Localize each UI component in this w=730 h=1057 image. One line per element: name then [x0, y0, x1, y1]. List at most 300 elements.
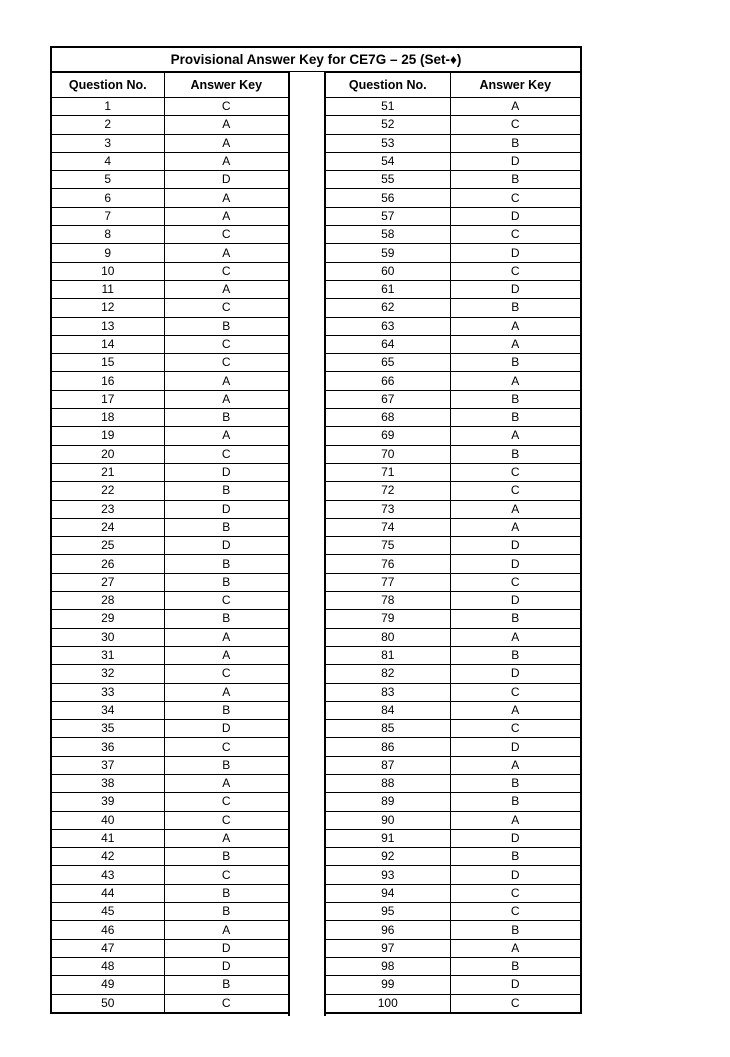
table-row — [326, 262, 580, 280]
answer-key-cell: B — [450, 299, 580, 317]
answer-key-cell: B — [164, 573, 288, 591]
question-number-cell: 19 — [52, 427, 164, 445]
table-row — [52, 463, 288, 481]
question-number-cell: 66 — [326, 372, 450, 390]
table-row — [326, 957, 580, 975]
answer-key-cell: B — [450, 171, 580, 189]
question-number-cell: 90 — [326, 811, 450, 829]
question-number-cell: 64 — [326, 335, 450, 353]
answer-key-cell: B — [450, 793, 580, 811]
table-row — [52, 646, 288, 664]
table-row — [52, 116, 288, 134]
question-number-cell: 31 — [52, 646, 164, 664]
question-number-cell: 99 — [326, 976, 450, 994]
question-number-cell: 57 — [326, 207, 450, 225]
answer-key-cell: D — [450, 738, 580, 756]
question-number-cell: 86 — [326, 738, 450, 756]
question-number-cell: 83 — [326, 683, 450, 701]
answer-key-cell: C — [450, 720, 580, 738]
table-row — [326, 628, 580, 646]
table-row — [52, 98, 288, 116]
table-row — [52, 848, 288, 866]
table-row — [326, 683, 580, 701]
question-number-cell: 46 — [52, 921, 164, 939]
table-row — [52, 500, 288, 518]
question-number-cell: 42 — [52, 848, 164, 866]
answer-key-cell: D — [450, 280, 580, 298]
answer-key-cell: C — [450, 573, 580, 591]
table-header-row — [326, 73, 580, 98]
column-header-question: Question No. — [326, 73, 450, 98]
answer-key-cell: A — [164, 207, 288, 225]
question-number-cell: 21 — [52, 463, 164, 481]
question-number-cell: 6 — [52, 189, 164, 207]
question-number-cell: 39 — [52, 793, 164, 811]
answer-key-cell: C — [450, 994, 580, 1012]
answer-key-cell: B — [164, 756, 288, 774]
column-header-question: Question No. — [52, 73, 164, 98]
table-row — [326, 244, 580, 262]
question-number-cell: 82 — [326, 665, 450, 683]
question-number-cell: 54 — [326, 152, 450, 170]
answer-key-cell: C — [164, 994, 288, 1012]
question-number-cell: 51 — [326, 98, 450, 116]
table-row — [326, 903, 580, 921]
question-number-cell: 77 — [326, 573, 450, 591]
question-number-cell: 52 — [326, 116, 450, 134]
question-number-cell: 37 — [52, 756, 164, 774]
table-row — [326, 829, 580, 847]
table-row — [326, 939, 580, 957]
answer-key-cell: D — [164, 939, 288, 957]
answer-key-cell: C — [164, 445, 288, 463]
question-number-cell: 84 — [326, 701, 450, 719]
answer-key-cell: C — [450, 903, 580, 921]
table-row — [326, 701, 580, 719]
answer-key-cell: A — [450, 317, 580, 335]
table-row — [326, 207, 580, 225]
table-row — [52, 207, 288, 225]
question-number-cell: 3 — [52, 134, 164, 152]
question-number-cell: 41 — [52, 829, 164, 847]
answer-key-cell: A — [164, 152, 288, 170]
table-row — [52, 683, 288, 701]
answer-key-cell: A — [450, 628, 580, 646]
answer-key-cell: C — [164, 811, 288, 829]
answer-key-cell: A — [164, 646, 288, 664]
answer-key-cell: A — [164, 280, 288, 298]
question-number-cell: 72 — [326, 482, 450, 500]
table-row — [52, 592, 288, 610]
answer-key-cell: A — [450, 756, 580, 774]
answer-key-cell: A — [164, 683, 288, 701]
table-row — [52, 701, 288, 719]
answer-key-cell: D — [450, 829, 580, 847]
table-row — [326, 738, 580, 756]
answer-key-cell: D — [164, 720, 288, 738]
answer-key-cell: B — [164, 610, 288, 628]
table-row — [326, 482, 580, 500]
question-number-cell: 95 — [326, 903, 450, 921]
question-number-cell: 24 — [52, 518, 164, 536]
answer-key-cell: A — [450, 701, 580, 719]
page-title: Provisional Answer Key for CE7G – 25 (Set-♦) — [52, 48, 580, 72]
table-row — [52, 774, 288, 792]
table-row — [52, 976, 288, 994]
answer-key-cell: B — [164, 884, 288, 902]
table-row — [52, 335, 288, 353]
question-number-cell: 75 — [326, 537, 450, 555]
answer-key-cell: A — [450, 427, 580, 445]
answer-key-cell: C — [450, 683, 580, 701]
table-row — [326, 134, 580, 152]
answer-key-cell: D — [164, 957, 288, 975]
question-number-cell: 78 — [326, 592, 450, 610]
table-row — [326, 354, 580, 372]
question-number-cell: 25 — [52, 537, 164, 555]
answer-key-cell: C — [164, 98, 288, 116]
table-row — [52, 537, 288, 555]
table-row — [326, 646, 580, 664]
answer-key-cell: A — [164, 244, 288, 262]
question-number-cell: 35 — [52, 720, 164, 738]
answer-key-cell: C — [164, 738, 288, 756]
answer-key-cell: A — [164, 189, 288, 207]
table-row — [326, 500, 580, 518]
table-row — [52, 610, 288, 628]
answer-key-cell: D — [450, 152, 580, 170]
answer-key-cell: B — [164, 317, 288, 335]
answer-key-cell: B — [450, 445, 580, 463]
table-row — [326, 335, 580, 353]
question-number-cell: 20 — [52, 445, 164, 463]
question-number-cell: 26 — [52, 555, 164, 573]
table-row — [52, 903, 288, 921]
table-row — [326, 756, 580, 774]
table-row — [326, 848, 580, 866]
question-number-cell: 12 — [52, 299, 164, 317]
answer-key-cell: A — [450, 335, 580, 353]
question-number-cell: 33 — [52, 683, 164, 701]
answer-key-cell: A — [164, 427, 288, 445]
answer-key-cell: B — [450, 957, 580, 975]
table-row — [326, 372, 580, 390]
table-row — [326, 390, 580, 408]
table-row — [52, 884, 288, 902]
question-number-cell: 34 — [52, 701, 164, 719]
answer-key-cell: D — [164, 500, 288, 518]
question-number-cell: 71 — [326, 463, 450, 481]
answer-key-cell: A — [164, 628, 288, 646]
question-number-cell: 65 — [326, 354, 450, 372]
question-number-cell: 60 — [326, 262, 450, 280]
table-row — [326, 537, 580, 555]
table-row — [52, 280, 288, 298]
question-number-cell: 79 — [326, 610, 450, 628]
question-number-cell: 30 — [52, 628, 164, 646]
answer-key-cell: D — [164, 171, 288, 189]
answer-key-cell: B — [164, 848, 288, 866]
question-number-cell: 69 — [326, 427, 450, 445]
question-number-cell: 97 — [326, 939, 450, 957]
table-row — [52, 939, 288, 957]
answer-key-cell: D — [450, 244, 580, 262]
table-row — [326, 518, 580, 536]
table-row — [326, 463, 580, 481]
answer-key-cell: B — [450, 134, 580, 152]
table-row — [326, 866, 580, 884]
question-number-cell: 27 — [52, 573, 164, 591]
table-row — [52, 409, 288, 427]
table-row — [326, 921, 580, 939]
answer-key-cell: B — [450, 354, 580, 372]
question-number-cell: 87 — [326, 756, 450, 774]
answer-key-cell: C — [450, 262, 580, 280]
table-row — [52, 372, 288, 390]
question-number-cell: 16 — [52, 372, 164, 390]
table-row — [326, 299, 580, 317]
answer-key-sheet — [50, 46, 582, 1014]
answer-key-cell: C — [450, 189, 580, 207]
question-number-cell: 73 — [326, 500, 450, 518]
answer-key-cell: A — [164, 829, 288, 847]
question-number-cell: 11 — [52, 280, 164, 298]
table-row — [326, 317, 580, 335]
answer-key-cell: C — [450, 463, 580, 481]
question-number-cell: 36 — [52, 738, 164, 756]
question-number-cell: 96 — [326, 921, 450, 939]
table-row — [326, 116, 580, 134]
question-number-cell: 94 — [326, 884, 450, 902]
answer-key-cell: A — [164, 372, 288, 390]
answer-key-cell: D — [164, 537, 288, 555]
table-row — [52, 445, 288, 463]
question-number-cell: 61 — [326, 280, 450, 298]
question-number-cell: 23 — [52, 500, 164, 518]
question-number-cell: 92 — [326, 848, 450, 866]
answer-key-cell: C — [164, 335, 288, 353]
question-number-cell: 68 — [326, 409, 450, 427]
table-row — [326, 610, 580, 628]
table-row — [326, 280, 580, 298]
question-number-cell: 1 — [52, 98, 164, 116]
question-number-cell: 76 — [326, 555, 450, 573]
answer-key-cell: D — [450, 866, 580, 884]
question-number-cell: 22 — [52, 482, 164, 500]
question-number-cell: 13 — [52, 317, 164, 335]
question-number-cell: 56 — [326, 189, 450, 207]
table-row — [52, 994, 288, 1012]
answer-key-cell: B — [450, 610, 580, 628]
answer-key-cell: B — [164, 555, 288, 573]
table-row — [52, 829, 288, 847]
question-number-cell: 2 — [52, 116, 164, 134]
table-row — [52, 866, 288, 884]
answer-key-cell: B — [450, 646, 580, 664]
answer-key-table-left — [52, 72, 288, 1012]
answer-key-cell: A — [164, 774, 288, 792]
question-number-cell: 58 — [326, 226, 450, 244]
table-row — [326, 793, 580, 811]
answer-key-cell: D — [164, 463, 288, 481]
column-gap — [288, 72, 326, 1016]
table-row — [326, 409, 580, 427]
answer-key-cell: B — [164, 976, 288, 994]
table-row — [326, 720, 580, 738]
question-number-cell: 91 — [326, 829, 450, 847]
table-row — [326, 774, 580, 792]
question-number-cell: 40 — [52, 811, 164, 829]
answer-key-cell: B — [164, 701, 288, 719]
table-row — [52, 957, 288, 975]
table-row — [52, 390, 288, 408]
answer-key-cell: C — [164, 226, 288, 244]
question-number-cell: 15 — [52, 354, 164, 372]
answer-key-cell: A — [164, 921, 288, 939]
question-number-cell: 9 — [52, 244, 164, 262]
table-row — [52, 720, 288, 738]
answer-key-cell: C — [450, 226, 580, 244]
question-number-cell: 5 — [52, 171, 164, 189]
question-number-cell: 93 — [326, 866, 450, 884]
question-number-cell: 49 — [52, 976, 164, 994]
question-number-cell: 80 — [326, 628, 450, 646]
answer-key-cell: B — [450, 921, 580, 939]
question-number-cell: 85 — [326, 720, 450, 738]
table-row — [326, 811, 580, 829]
answer-key-cell: C — [164, 793, 288, 811]
table-row — [52, 573, 288, 591]
table-row — [52, 354, 288, 372]
table-row — [326, 189, 580, 207]
question-number-cell: 63 — [326, 317, 450, 335]
question-number-cell: 98 — [326, 957, 450, 975]
answer-key-cell: C — [164, 592, 288, 610]
question-number-cell: 43 — [52, 866, 164, 884]
table-row — [52, 152, 288, 170]
answer-key-cell: B — [164, 518, 288, 536]
question-number-cell: 28 — [52, 592, 164, 610]
table-row — [52, 555, 288, 573]
answer-key-cell: A — [164, 134, 288, 152]
table-header-row — [52, 73, 288, 98]
table-row — [52, 299, 288, 317]
question-number-cell: 14 — [52, 335, 164, 353]
table-row — [326, 152, 580, 170]
table-row — [52, 134, 288, 152]
question-number-cell: 8 — [52, 226, 164, 244]
answer-key-cell: B — [164, 903, 288, 921]
question-number-cell: 7 — [52, 207, 164, 225]
answer-key-cell: A — [450, 372, 580, 390]
answer-key-cell: C — [164, 262, 288, 280]
answer-key-cell: D — [450, 555, 580, 573]
question-number-cell: 47 — [52, 939, 164, 957]
question-number-cell: 81 — [326, 646, 450, 664]
table-row — [326, 171, 580, 189]
answer-key-cell: C — [450, 116, 580, 134]
answer-key-cell: C — [164, 866, 288, 884]
question-number-cell: 70 — [326, 445, 450, 463]
table-row — [52, 226, 288, 244]
table-body-right — [326, 98, 580, 1012]
table-row — [52, 262, 288, 280]
table-row — [52, 628, 288, 646]
table-row — [52, 756, 288, 774]
table-row — [326, 98, 580, 116]
answer-key-cell: A — [164, 390, 288, 408]
answer-key-cell: C — [450, 482, 580, 500]
table-row — [52, 482, 288, 500]
question-number-cell: 32 — [52, 665, 164, 683]
table-body-left — [52, 98, 288, 1012]
answer-key-cell: B — [450, 409, 580, 427]
question-number-cell: 48 — [52, 957, 164, 975]
answer-key-cell: A — [450, 98, 580, 116]
table-row — [326, 994, 580, 1012]
question-number-cell: 17 — [52, 390, 164, 408]
table-row — [52, 171, 288, 189]
answer-key-cell: D — [450, 207, 580, 225]
answer-key-cell: C — [164, 299, 288, 317]
answer-key-cell: B — [450, 774, 580, 792]
question-number-cell: 18 — [52, 409, 164, 427]
table-row — [326, 665, 580, 683]
question-number-cell: 62 — [326, 299, 450, 317]
answer-key-cell: B — [164, 409, 288, 427]
answer-key-table-right — [326, 72, 580, 1012]
question-number-cell: 67 — [326, 390, 450, 408]
table-row — [326, 427, 580, 445]
question-number-cell: 55 — [326, 171, 450, 189]
table-row — [52, 518, 288, 536]
answer-key-cell: A — [450, 518, 580, 536]
column-header-answer: Answer Key — [164, 73, 288, 98]
table-row — [326, 573, 580, 591]
answer-key-cell: C — [164, 354, 288, 372]
question-number-cell: 29 — [52, 610, 164, 628]
answer-key-cell: A — [450, 500, 580, 518]
answer-key-cell: D — [450, 592, 580, 610]
table-row — [52, 665, 288, 683]
table-row — [52, 921, 288, 939]
table-row — [326, 445, 580, 463]
table-row — [326, 592, 580, 610]
answer-key-cell: B — [450, 848, 580, 866]
question-number-cell: 38 — [52, 774, 164, 792]
table-row — [52, 317, 288, 335]
answer-key-cell: B — [450, 390, 580, 408]
answer-key-cell: A — [164, 116, 288, 134]
question-number-cell: 44 — [52, 884, 164, 902]
table-row — [326, 555, 580, 573]
table-row — [52, 811, 288, 829]
question-number-cell: 10 — [52, 262, 164, 280]
table-row — [52, 244, 288, 262]
answer-key-cell: A — [450, 811, 580, 829]
answer-key-cell: C — [450, 884, 580, 902]
question-number-cell: 74 — [326, 518, 450, 536]
table-row — [52, 189, 288, 207]
table-row — [326, 884, 580, 902]
answer-key-cell: A — [450, 939, 580, 957]
answer-key-cell: D — [450, 976, 580, 994]
answer-key-cell: D — [450, 665, 580, 683]
table-row — [326, 226, 580, 244]
question-number-cell: 50 — [52, 994, 164, 1012]
column-header-answer: Answer Key — [450, 73, 580, 98]
answer-key-cell: B — [164, 482, 288, 500]
